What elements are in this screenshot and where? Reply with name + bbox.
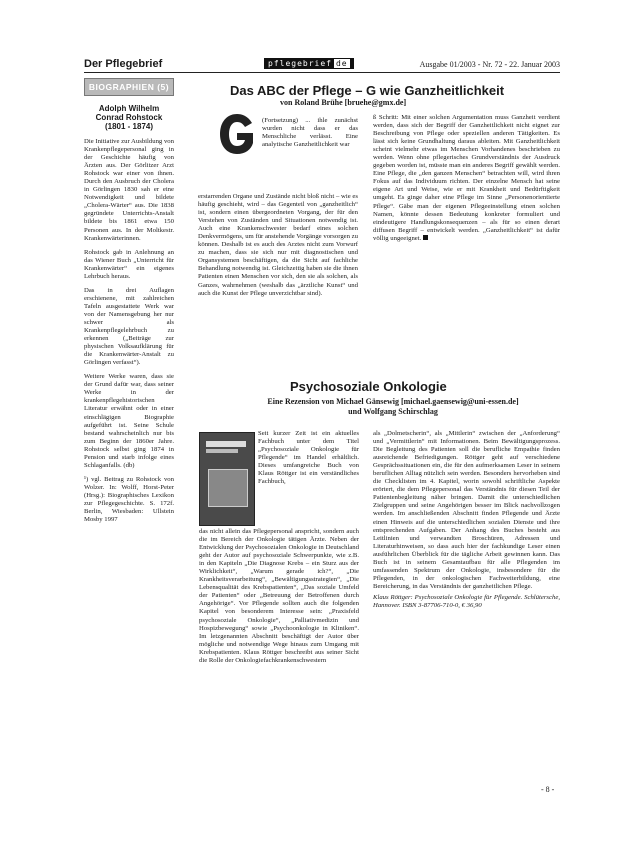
page-header	[84, 58, 560, 73]
sidebar-heading: BIOGRAPHIEN (5)	[84, 78, 174, 96]
review-title: Psychosoziale Onkologie	[290, 379, 447, 394]
issue-info: Ausgabe 01/2003 - Nr. 72 - 22. Januar 2003	[419, 60, 560, 69]
drop-cap-g-icon	[218, 113, 256, 155]
review-column-right: als „Dolmetscherin“, als „Mittlerin“ zwischen der „Anforderung“ und „Vermittlerin“ mit Informationen. Beim Bewältigungsprozess. Die Begleitung des Patienten soll die berufliche Empathie finden ausreichende Befriedigungen. Röttger geht auf verschiedene Gesprächssituationen ein, die für den aufmerksamen Leser in seinem beruflichen Alltag nützlich sein werden. Besonders hervorheben sind die Checklisten im 4. Kapitel, worin sowohl schriftliche Aspekte erörtert, die dem Pflegepersonal das Verständnis für diesen Teil der Patientenbegleitung näher bringen. Damit die unterschiedlichen Zielgruppen und seine Angehörigen besser im Blick nachvollzogen werden. Im anschließenden Abschnitt finden Pflegende und Ärzte einen Hinweis auf die unterschiedlichen sozialen Dienste und ihre entsprechenden Aufgaben. Der Anhang des Buches besteht aus Leitlinien und verwandten Broschüren, Adressen und Literaturhinweisen, so dass auch hier der fachkundige Leser einen ausführlichen Überblick für die tägliche Arbeit gewinnen kann. Das Buch ist in seinem Gesamtaufbau für alle Pflegenden im umfassenden Spektrum der Onkologie, insbesondere für die Pflegenden, in der onkologischen Fachweiterbildung, eine Bereicherung, in das Verständnis der ganzheitlichen Pflege. Klaus Röttger: Psychosoziale Onkologie für Pflegende. Schlütersche, Hannover. ISBN 3-87706-710-0, € 36,90	[373, 430, 560, 609]
article-title: Das ABC der Pflege – G wie Ganzheitlichkeit	[230, 83, 505, 98]
review-subtitle: Eine Rezension von Michael Gänsewig [michael.gaensewig@uni-essen.de] und Wolfgang Schirschlag	[267, 397, 519, 416]
book-citation: Klaus Röttger: Psychosoziale Onkologie für Pflegende. Schlütersche, Hannover. ISBN 3-87706-710-0, € 36,90	[373, 593, 560, 609]
page-number: - 8 -	[541, 785, 555, 794]
article-column-right: ß Schritt: Mit einer solchen Argumentation muss Ganzheit verdient werden, dass sich der Begriff der Ganzheitlichkeit nicht eignet zur Beschreibung von Pflege oder speziellen anderen Tätigkeiten. Es lässt sich keine Grundhaltung daraus ableiten. Mit Ganzheitlichkeit scheint vielmehr etwas im Menschen Vorhandenes beschrieben zu werden. Wenn ohne pflegerisches Grundverständnis der Ausdruck gegeben worden ist, müsste man ein anderes Begriff gewählt werden. Eine Pflege, die „den ganzen Menschen“ betrachten will, wird ihren Fokus auf das Individuum richten. Der einzelne Mensch hat seine eigene Art und Weise, wie er mit Krankheit und Bedürftigkeit umgeht. Es ginge daher eine Pflege im Sinne „Personenorientierte Pflege“. Gäbe man der eigenen Pflegeeinstellung einen solchen Namen, könnte dessen Bedeutung konkreter formuliert und eindeutigere Handlungskonsequenzen – als für so einen derart diffusen Begriff – entwickelt werden. „Ganzheitlichkeit“ ist dafür völlig ungeeignet.	[373, 114, 560, 242]
article-column-left: erstarrenden Organe und Zustände nicht bloß nicht – wie es häufig geschieht, wird – das Gegenteil von „ganzheitlich“ ist, sondern einen übergeordneten Vorgang, der für den Verstehen von Zuständen und Situationen notwendig ist. Auch eine Krankenschwester bedarf eines solchen Denkvermögens, um für anstehende Vorgänge vorsorgen zu können. Deshalb ist es auch des Arztes nicht zum Vorwurf zu machen, dass sie sich nur mit diagnostischen und Organsystemen beschäftigen, da die Sicht auf fachliche Behandlung notwendig ist. Gleichzeitig haben sie die ihnen Patienten einen Menschen vor sich, den sie als solchen, als Ganzes, wahrnehmen (weshalb das „ärztliche Kunst“ und auch die Kunst der Pflege unverzichtbar sind).	[198, 193, 358, 297]
biography-sidebar	[84, 78, 174, 698]
article-intro: (Fortsetzung) ... ihle zunächst wurden nicht dass er das Menschliche verlässt. Eine analytische Ganzheitlichkeit war	[262, 117, 358, 149]
article-byline: von Roland Brühe [bruehe@gmx.de]	[280, 98, 407, 107]
book-cover-image	[199, 432, 255, 526]
review-column-left: das nicht allein das Pflegepersonal anspricht, sondern auch die im Bereich der Onkologie tätigen Ärzte. Neben der Entwicklung der Psychosozialen Onkologie in Deutschland geht der Autor auf psychosoziale Schwerpunkte, wie z.B. in den Kapiteln „Die Diagnose Krebs – ein Sturz aus der Wirklichkeit“, „Warum gerade ich?“, „Die Krankheitsverarbeitung“, „Bewältigungsstrategien“, „Die Lebensqualität des Krebspatienten“, „Das soziale Umfeld der Patienten“ oder „Betreuung der Betroffenen durch Angehörige“. Vor Pflegende sollten auch die folgenden Kapitel von besonderem Interesse sein: „Praxisfeld psychosoziale Onkologie“, „Palliativmedizin und Hospizbewegung“ sowie „Psychoonkologie in Kliniken“. Im letzgenannten Abschnitt beschäftigt der Autor über mögliche und notwendige Wege hinaus zum Umgang mit Krebspatienten. Klaus Röttger beschreibt aus seiner Sicht die Rolle der Onkologiefachkrankenschwestern	[199, 528, 359, 664]
publication-name: Der Pflegebrief	[84, 58, 163, 70]
biography-text: Die Initiative zur Ausbildung von Krankenpflegepersonal ging in der Geschichte häufig von Ärzten aus. Der Görlitzer Arzt Rohstock war einer von ihnen. Durch den Ausbruch der Cholera in Görlingen 1830 sah er eine Notwendigkeit und bildete „Cholera-Wärter“ aus. Die 1838 gegründete Unterrichts-Anstalt bildete bis 1861 etwa 150 Personen aus. In der Moltkestr. Krankenwärterinnen. Rohstock gab in Anlehnung an das Wiener Buch „Unterricht für Krankenwärter“ ein eigenes Lehrbuch heraus. Das in drei Auflagen erschienene, mit zahlreichen Tafeln ausgestattete Werk war von der Namensgebung her nur schwer als Krankenpflegelehrbuch zu erkennen („Beiträge zur physischen Volksaufklärung für die Krankenwärter-Anstalt zu Görlingen verfasst“). Weitere Werke waren, dass sie der Grund dafür war, dass seiner Werke in der krankenpflegehistorischen Literatur erwähnt oder in einer einschlägigen Biographie aufgeführt ist. Seine Schule bestand wahrscheinlich nur bis zum Beginn der 1860er Jahre. Rohstock selbst ging 1874 in Pension und starb infolge eines Schlaganfalls. (db) ¹) vgl. Beitrag zu Rohstock von Wolzer. In: Wolff, Horst-Peter (Hrsg.): Biographisches Lexikon zur Pflegegeschichte. S. 172f. Berlin, Wiesbaden: Ullstein Mosby 1997	[84, 138, 174, 524]
logo: pflegebrief de	[264, 58, 354, 69]
review-intro: Seit kurzer Zeit ist ein aktuelles Fachbuch unter dem Titel „Psychosoziale Onkologie für Pflegende“ im Handel erhältlich. Dieses umfangreiche Buch von Klaus Röttger ist ein verständliches Fachbuch,	[258, 430, 359, 486]
end-mark-icon	[423, 235, 428, 240]
biography-name: Adolph Wilhelm Conrad Rohstock (1801 - 1874)	[95, 104, 163, 131]
